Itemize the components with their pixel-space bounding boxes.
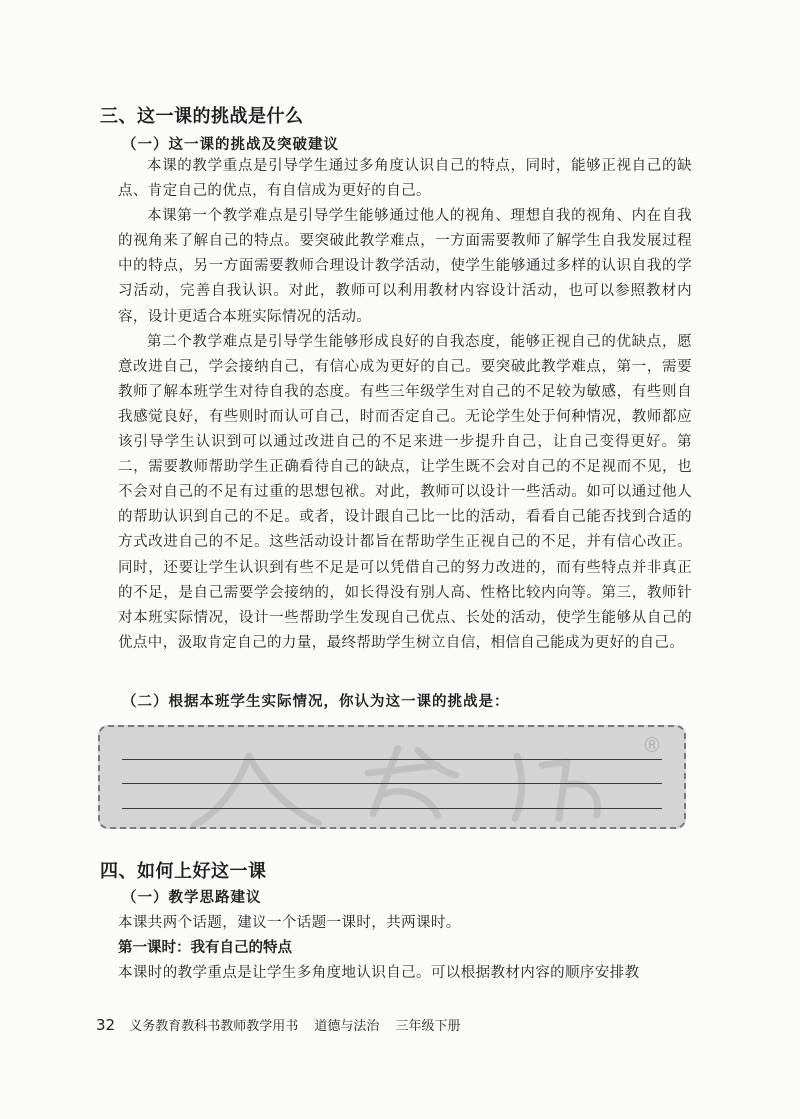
publisher-watermark bbox=[100, 727, 684, 827]
subheading-class-challenge-prompt: （二）根据本班学生实际情况，你认为这一课的挑战是： bbox=[122, 694, 510, 710]
footer-grade: 三年级下册 bbox=[395, 1019, 461, 1034]
section-heading-challenges: 三、这一课的挑战是什么 bbox=[100, 106, 304, 127]
paragraph-difficulty-2: 第二个教学难点是引导学生能够形成良好的自我态度，能够正视自己的优缺点，愿意改进自己，学会接纳自己，有信心成为更好的自己。要突破此教学难点，第一，需要教师了解本班学生对待自我的态度。有些三年级学生对自己的不足较为敏感，有些则自我感觉良好，有些则时而认可自己，时而否定自己。无论学生处于何种情况，教师都应该引导学生认识到可以通过改进自己的不足来进一步提升自己，让自己变得更好。第二，需要教师帮助学生正确看待自己的缺点，让学生既不会对自己的不足视而不见，也不会对自己的不足有过重的思想包袱。对此，教师可以设计一些活动。如可以通过他人的帮助认识到自己的不足。或者，设计跟自己比一比的活动，看看自己能否找到合适的方式改进自己的不足。这些活动设计都旨在帮助学生正视自己的不足，并有信心改正。同时，还要让学生认识到有些不足是可以凭借自己的努力改进的，而有些特点并非真正的不足，是自己需要学会接纳的，如长得没有别人高、性格比较内向等。第三，教师针对本班实际情况，设计一些帮助学生发现自己优点、长处的活动，使学生能够从自己的优点中，汲取肯定自己的力量，最终帮助学生树立自信，相信自己能成为更好的自己。 bbox=[118, 333, 692, 651]
footer-subject: 道德与法治 bbox=[314, 1019, 380, 1034]
answer-writing-box[interactable] bbox=[98, 725, 686, 829]
paragraph-focus: 本课的教学重点是引导学生通过多角度认识自己的特点，同时，能够正视自己的缺点、肯定自己的优点，有自信成为更好的自己。 bbox=[118, 158, 692, 200]
subheading-challenges-suggestions: （一）这一课的挑战及突破建议 bbox=[122, 137, 339, 153]
footer-book-title: 义务教育教科书教师教学用书 bbox=[129, 1019, 299, 1034]
page-footer bbox=[96, 1015, 461, 1034]
lesson-one-title: 第一课时：我有自己的特点 bbox=[118, 940, 292, 956]
page-number: 32 bbox=[96, 1016, 116, 1034]
section-heading-how-to-teach: 四、如何上好这一课 bbox=[100, 861, 267, 882]
subheading-teaching-ideas: （一）教学思路建议 bbox=[122, 890, 262, 906]
challenges-body bbox=[118, 154, 692, 656]
answer-line[interactable] bbox=[122, 759, 662, 760]
answer-line[interactable] bbox=[122, 808, 662, 809]
lesson-one-intro: 本课时的教学重点是让学生多角度地认识自己。可以根据教材内容的顺序安排教 bbox=[118, 965, 640, 981]
paragraph-difficulty-1: 本课第一个教学难点是引导学生能够通过他人的视角、理想自我的视角、内在自我的视角来了解自己的特点。要突破此教学难点，一方面需要教师了解学生自我发展过程中的特点，另一方面需要教师合理设计教学活动，使学生能够通过多样的认识自我的学习活动，完善自我认识。对此，教师可以利用教材内容设计活动，也可以参照教材内容，设计更适合本班实际情况的活动。 bbox=[118, 208, 692, 325]
registered-mark: ® bbox=[642, 733, 662, 757]
answer-line[interactable] bbox=[122, 783, 662, 784]
teaching-ideas-line: 本课共两个话题，建议一个话题一课时，共两课时。 bbox=[118, 915, 461, 931]
